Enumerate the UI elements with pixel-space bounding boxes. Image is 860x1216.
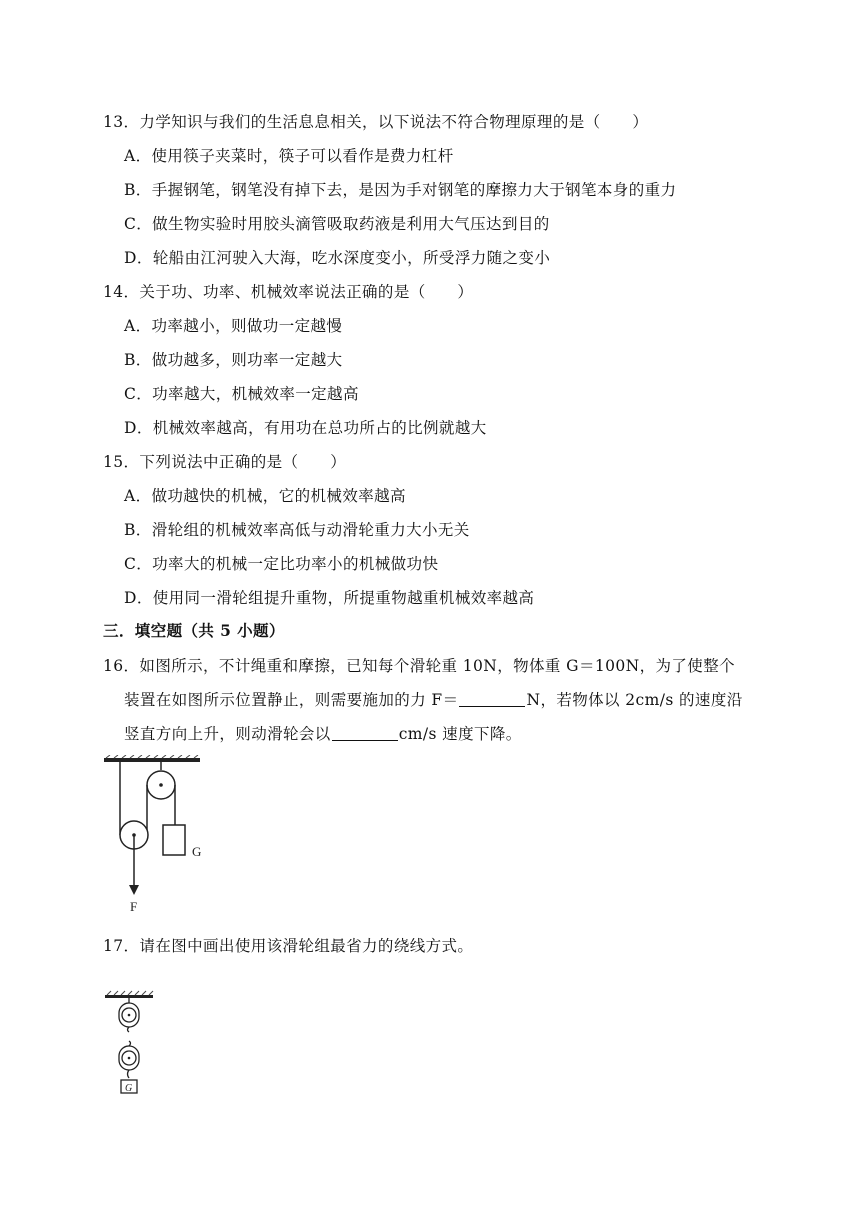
hook-icon — [129, 1041, 131, 1046]
question-13-option-a: A．使用筷子夹菜时，筷子可以看作是费力杠杆 — [124, 147, 454, 165]
question-16-line-2-text-a: 装置在如图所示位置静止，则需要施加的力 F＝ — [124, 691, 459, 709]
weight-label: G — [125, 1083, 133, 1094]
question-17-stem: 17．请在图中画出使用该滑轮组最省力的绕线方式。 — [103, 937, 474, 955]
question-15-option-b: B．滑轮组的机械效率高低与动滑轮重力大小无关 — [124, 521, 470, 539]
weight-block-icon — [163, 825, 185, 855]
question-15-stem: 15．下列说法中正确的是（ ） — [103, 453, 347, 471]
pulley-system-figure-16 — [100, 755, 210, 915]
question-16-line-2-text-b: N，若物体以 2cm/s 的速度沿 — [526, 691, 743, 709]
question-14-option-a: A．功率越小，则做功一定越慢 — [124, 317, 343, 335]
question-13-option-b: B．手握钢笔，钢笔没有掉下去，是因为手对钢笔的摩擦力大于钢笔本身的重力 — [124, 181, 677, 199]
question-15-option-a: A．做功越快的机械，它的机械效率越高 — [124, 487, 406, 505]
force-label: F — [130, 899, 138, 914]
weight-label: G — [192, 844, 202, 859]
answer-blank-speed[interactable] — [332, 726, 398, 741]
ceiling-mount-icon — [105, 991, 153, 998]
force-arrow-head-icon — [129, 885, 139, 895]
question-16-line-3-text-b: cm/s 速度下降。 — [398, 725, 522, 743]
question-16-line-3 — [124, 722, 522, 744]
hook-icon — [128, 1070, 130, 1078]
question-14-option-d: D．机械效率越高，有用功在总功所占的比例就越大 — [124, 419, 487, 437]
question-13-stem: 13．力学知识与我们的生活息息相关，以下说法不符合物理原理的是（ ） — [103, 113, 649, 131]
question-15-option-d: D．使用同一滑轮组提升重物，所提重物越重机械效率越高 — [124, 589, 535, 607]
question-16-line-3-text-a: 竖直方向上升，则动滑轮会以 — [124, 725, 331, 743]
question-14-stem: 14．关于功、功率、机械效率说法正确的是（ ） — [103, 283, 474, 301]
question-16-line-2 — [124, 688, 743, 710]
ceiling-mount-icon — [104, 755, 200, 762]
pulley-system-figure-17 — [100, 990, 160, 1105]
hook-icon — [128, 1027, 130, 1032]
question-14-option-b: B．做功越多，则功率一定越大 — [124, 351, 343, 369]
question-14-option-c: C．功率越大，机械效率一定越高 — [124, 385, 359, 403]
answer-blank-force[interactable] — [459, 692, 525, 707]
question-15-option-c: C．功率大的机械一定比功率小的机械做功快 — [124, 555, 439, 573]
question-16-line-1: 16．如图所示，不计绳重和摩擦，已知每个滑轮重 10N，物体重 G＝100N，为了使整个 — [103, 657, 735, 675]
section-heading: 三．填空题（共 5 小题） — [103, 621, 285, 640]
question-13-option-d: D．轮船由江河驶入大海，吃水深度变小，所受浮力随之变小 — [124, 249, 551, 267]
question-13-option-c: C．做生物实验时用胶头滴管吸取药液是利用大气压达到目的 — [124, 215, 550, 233]
